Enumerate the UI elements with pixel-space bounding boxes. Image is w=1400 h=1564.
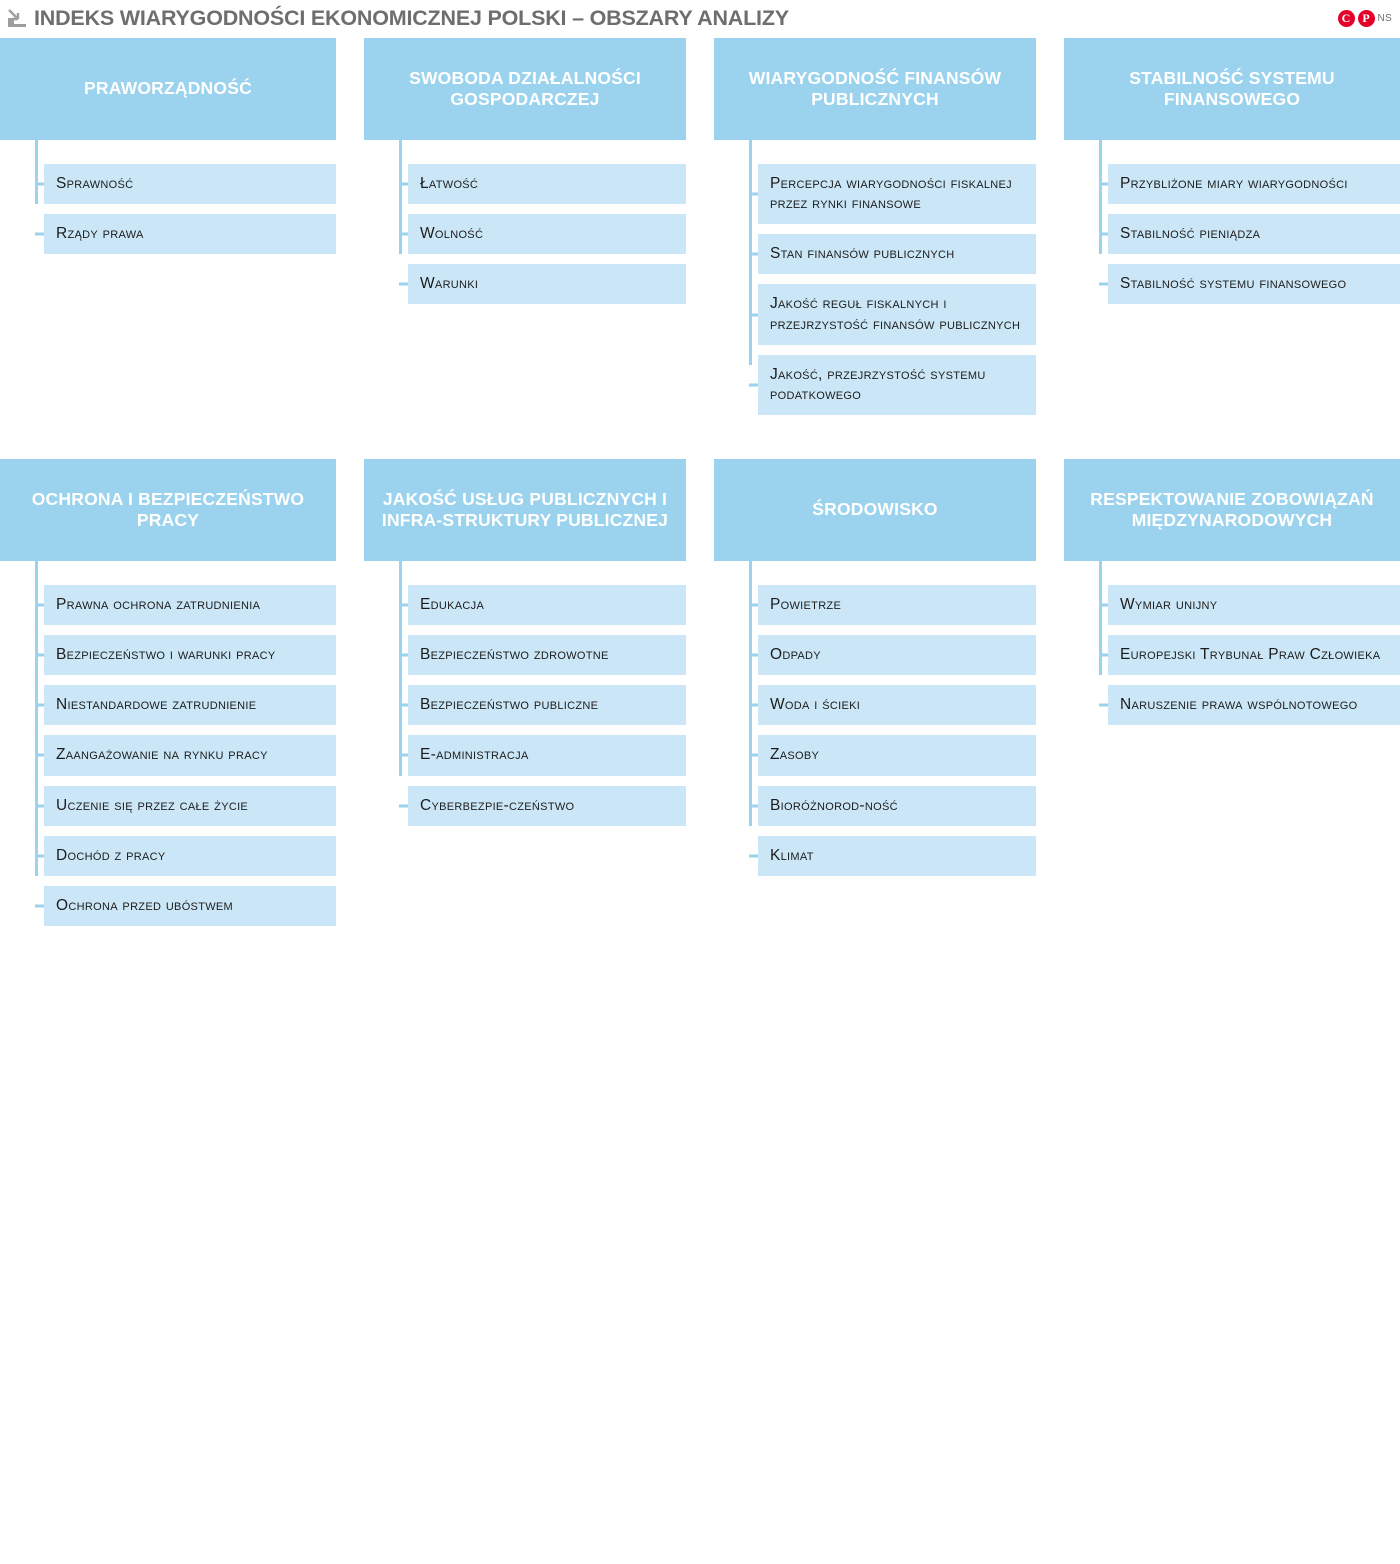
list-item[interactable]: Wymiar unijny	[1108, 585, 1400, 625]
diagram-row-bottom	[0, 459, 1400, 936]
group-srodowisko	[700, 459, 1050, 936]
copyright-icon: C	[1338, 10, 1355, 27]
list-item[interactable]: Jakość reguł fiskalnych i przejrzystość finansów publicznych	[758, 284, 1036, 344]
list-item[interactable]: Europejski Trybunał Praw Człowieka	[1108, 635, 1400, 675]
list-item[interactable]: Naruszenie prawa wspólnotowego	[1108, 685, 1400, 725]
group-header[interactable]: PRAWORZĄDNOŚĆ	[0, 38, 336, 140]
group-header[interactable]: RESPEKTOWANIE ZOBOWIĄZAŃ MIĘDZYNARODOWYCH	[1064, 459, 1400, 561]
group-stabilnosc-systemu	[1050, 38, 1400, 425]
page-header	[0, 0, 1400, 36]
list-item[interactable]: Stabilność pieniądza	[1108, 214, 1400, 254]
list-item[interactable]: Bezpieczeństwo i warunki pracy	[44, 635, 336, 675]
list-item[interactable]: Rządy prawa	[44, 214, 336, 254]
page-title: INDEKS WIARYGODNOŚCI EKONOMICZNEJ POLSKI – OBSZARY ANALIZY	[34, 5, 789, 30]
list-item[interactable]: Percepcja wiarygodności fiskalnej przez rynki finansowe	[758, 164, 1036, 224]
list-item[interactable]: Odpady	[758, 635, 1036, 675]
logo-ns-label: NS	[1377, 13, 1392, 24]
group-children	[364, 585, 686, 826]
p-logo-icon: P	[1358, 10, 1375, 27]
list-item[interactable]: Warunki	[408, 264, 686, 304]
group-praworzadnosc	[0, 38, 350, 425]
list-item[interactable]: Edukacja	[408, 585, 686, 625]
list-item[interactable]: Powietrze	[758, 585, 1036, 625]
list-item[interactable]: Uczenie się przez całe życie	[44, 786, 336, 826]
group-children	[1064, 164, 1400, 304]
publisher-logo	[1338, 10, 1393, 27]
group-jakosc-uslug-publicznych	[350, 459, 700, 936]
list-item[interactable]: Bezpieczeństwo publiczne	[408, 685, 686, 725]
diagram-row-top	[0, 38, 1400, 425]
list-item[interactable]: Cyberbezpie-czeństwo	[408, 786, 686, 826]
group-wiarygodnosc-finansow	[700, 38, 1050, 425]
group-header[interactable]: STABILNOŚĆ SYSTEMU FINANSOWEGO	[1064, 38, 1400, 140]
group-respektowanie-zobowiazan	[1050, 459, 1400, 936]
list-item[interactable]: Przybliżone miary wiarygodności	[1108, 164, 1400, 204]
list-item[interactable]: Jakość, przejrzystość systemu podatkowego	[758, 355, 1036, 415]
group-children	[714, 585, 1036, 876]
group-header[interactable]: OCHRONA I BEZPIECZEŃSTWO PRACY	[0, 459, 336, 561]
group-children	[714, 164, 1036, 415]
group-children	[1064, 585, 1400, 725]
group-children	[0, 585, 336, 926]
list-item[interactable]: Ochrona przed ubóstwem	[44, 886, 336, 926]
list-item[interactable]: Prawna ochrona zatrudnienia	[44, 585, 336, 625]
list-item[interactable]: Woda i ścieki	[758, 685, 1036, 725]
list-item[interactable]: Stabilność systemu finansowego	[1108, 264, 1400, 304]
group-header[interactable]: JAKOŚĆ USŁUG PUBLICZNYCH I INFRA-STRUKTURY PUBLICZNEJ	[364, 459, 686, 561]
arrow-down-right-icon	[6, 7, 28, 29]
list-item[interactable]: Zaangażowanie na rynku pracy	[44, 735, 336, 775]
list-item[interactable]: Klimat	[758, 836, 1036, 876]
list-item[interactable]: Zasoby	[758, 735, 1036, 775]
group-ochrona-pracy	[0, 459, 350, 936]
group-children	[364, 164, 686, 304]
list-item[interactable]: Łatwość	[408, 164, 686, 204]
list-item[interactable]: Dochód z pracy	[44, 836, 336, 876]
list-item[interactable]: Wolność	[408, 214, 686, 254]
group-header[interactable]: ŚRODOWISKO	[714, 459, 1036, 561]
list-item[interactable]: Sprawność	[44, 164, 336, 204]
group-swoboda-dzialalnosci	[350, 38, 700, 425]
list-item[interactable]: Bioróżnorod-ność	[758, 786, 1036, 826]
list-item[interactable]: Bezpieczeństwo zdrowotne	[408, 635, 686, 675]
group-children	[0, 164, 336, 254]
diagram-board	[0, 38, 1400, 936]
list-item[interactable]: Stan finansów publicznych	[758, 234, 1036, 274]
list-item[interactable]: E-administracja	[408, 735, 686, 775]
group-header[interactable]: WIARYGODNOŚĆ FINANSÓW PUBLICZNYCH	[714, 38, 1036, 140]
group-header[interactable]: SWOBODA DZIAŁALNOŚCI GOSPODARCZEJ	[364, 38, 686, 140]
list-item[interactable]: Niestandardowe zatrudnienie	[44, 685, 336, 725]
